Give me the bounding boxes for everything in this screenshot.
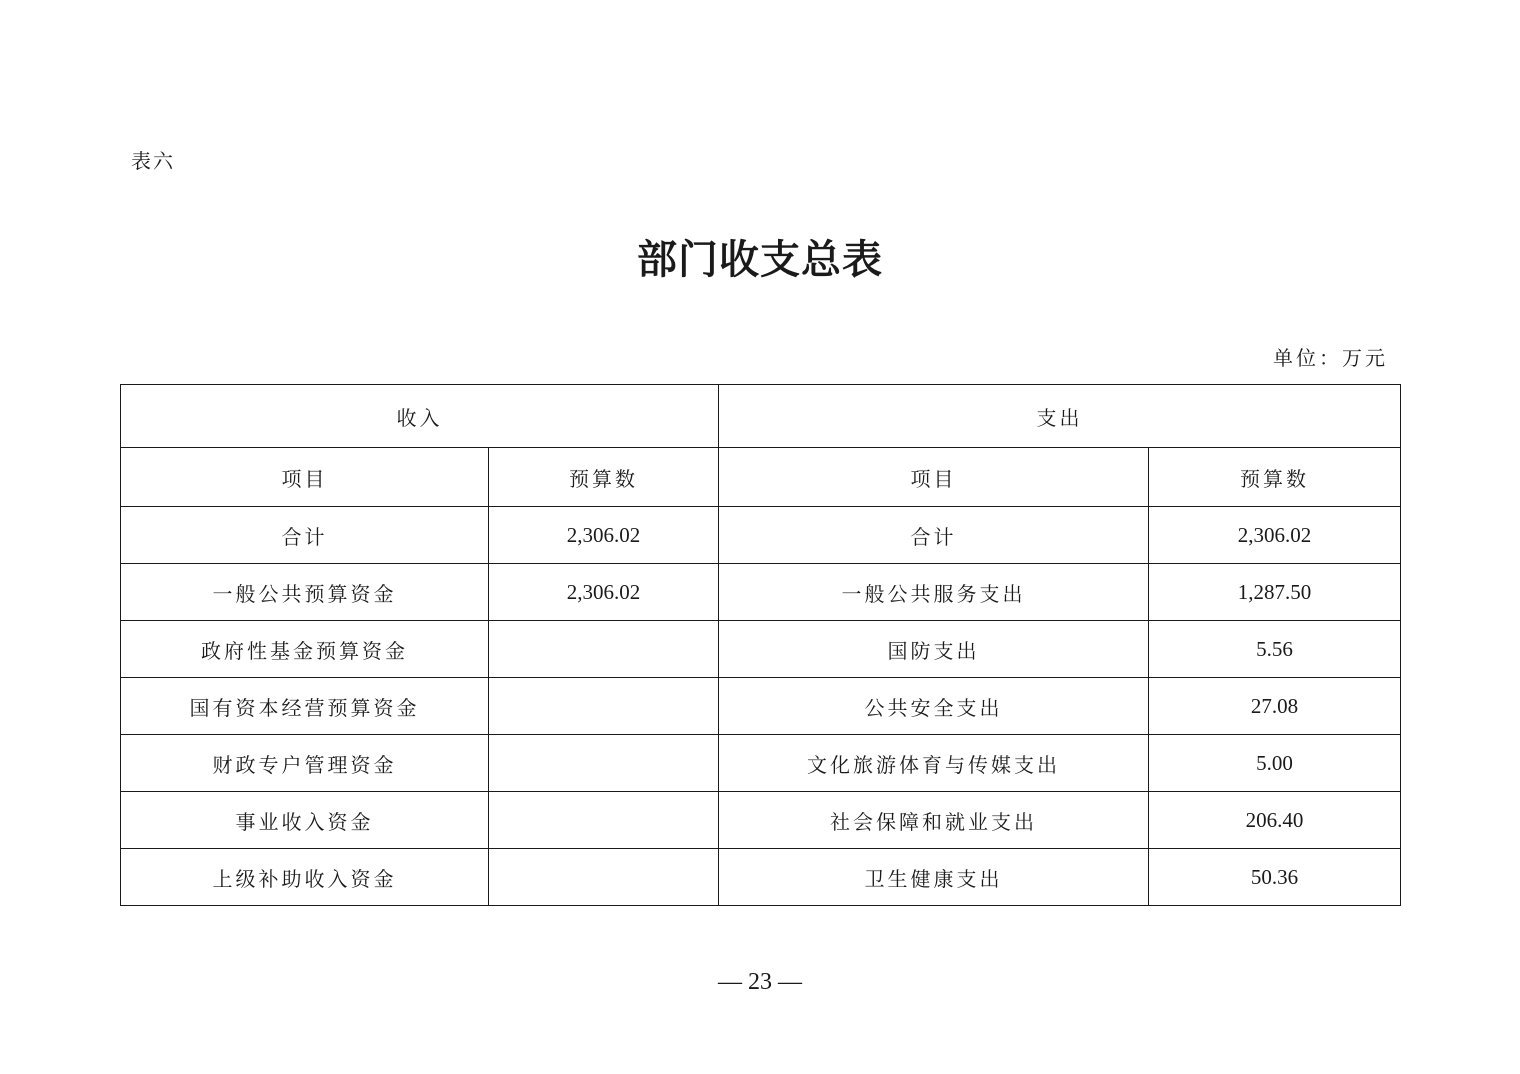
income-item-cell: 上级补助收入资金 [121, 849, 489, 906]
table-row [121, 564, 1401, 621]
income-budget-cell [489, 678, 719, 735]
expense-budget-cell: 50.36 [1149, 849, 1401, 906]
expense-budget-cell: 1,287.50 [1149, 564, 1401, 621]
income-budget-cell [489, 849, 719, 906]
table-row [121, 507, 1401, 564]
budget-table [120, 384, 1401, 906]
page-number: — 23 — [718, 969, 802, 995]
income-budget-cell: 2,306.02 [489, 507, 719, 564]
expense-item-cell: 卫生健康支出 [719, 849, 1149, 906]
table-row [121, 621, 1401, 678]
income-item-cell: 国有资本经营预算资金 [121, 678, 489, 735]
table-row [121, 849, 1401, 906]
table-row [121, 735, 1401, 792]
income-section-header: 收入 [121, 385, 719, 448]
expense-budget-cell: 5.56 [1149, 621, 1401, 678]
income-item-header: 项目 [121, 448, 489, 507]
income-budget-cell: 2,306.02 [489, 564, 719, 621]
expense-item-cell: 公共安全支出 [719, 678, 1149, 735]
income-item-cell: 合计 [121, 507, 489, 564]
section-header-row [121, 385, 1401, 448]
expense-section-header: 支出 [719, 385, 1401, 448]
expense-item-cell: 文化旅游体育与传媒支出 [719, 735, 1149, 792]
income-item-cell: 政府性基金预算资金 [121, 621, 489, 678]
income-item-cell: 事业收入资金 [121, 792, 489, 849]
expense-budget-cell: 2,306.02 [1149, 507, 1401, 564]
income-item-cell: 财政专户管理资金 [121, 735, 489, 792]
expense-item-cell: 国防支出 [719, 621, 1149, 678]
income-budget-cell [489, 735, 719, 792]
income-budget-header: 预算数 [489, 448, 719, 507]
expense-item-header: 项目 [719, 448, 1149, 507]
document-title: 部门收支总表 [637, 236, 883, 283]
unit-label: 单位：万元 [1273, 346, 1388, 370]
expense-budget-cell: 27.08 [1149, 678, 1401, 735]
expense-budget-header: 预算数 [1149, 448, 1401, 507]
income-budget-cell [489, 792, 719, 849]
income-item-cell: 一般公共预算资金 [121, 564, 489, 621]
income-budget-cell [489, 621, 719, 678]
expense-item-cell: 社会保障和就业支出 [719, 792, 1149, 849]
table-row [121, 678, 1401, 735]
expense-budget-cell: 5.00 [1149, 735, 1401, 792]
expense-item-cell: 合计 [719, 507, 1149, 564]
expense-item-cell: 一般公共服务支出 [719, 564, 1149, 621]
table-row [121, 792, 1401, 849]
table-label: 表六 [131, 149, 175, 173]
column-header-row [121, 448, 1401, 507]
expense-budget-cell: 206.40 [1149, 792, 1401, 849]
